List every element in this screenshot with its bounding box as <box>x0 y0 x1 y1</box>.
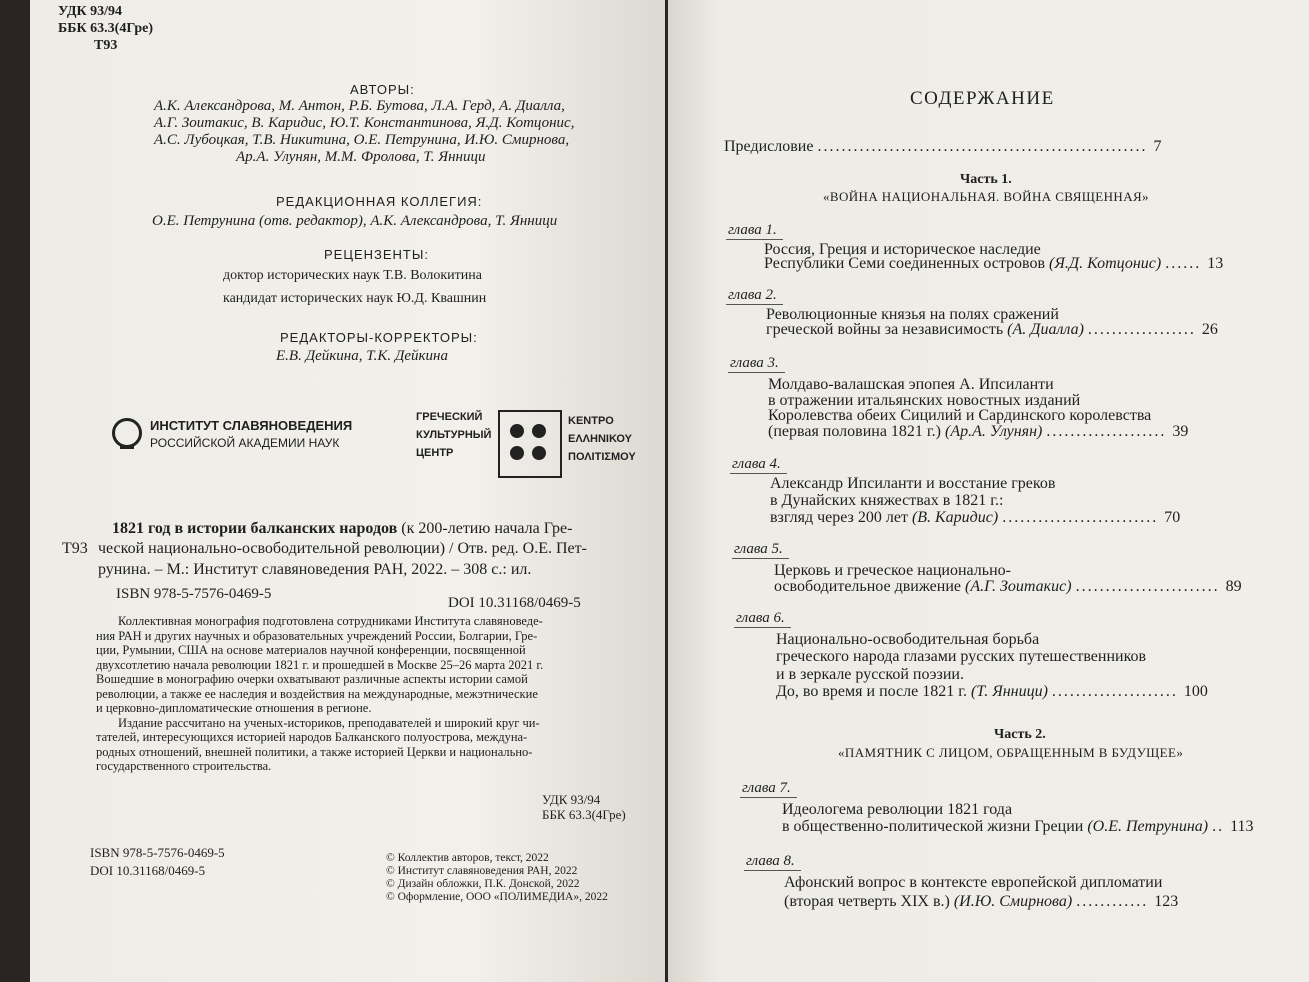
code-side: Т93 <box>62 540 88 557</box>
board-line: О.Е. Петрунина (отв. редактор), А.К. Александрова, Т. Янници <box>152 213 558 229</box>
toc-page-number: 70 <box>1164 509 1181 526</box>
chapter-label: глава 2. <box>726 287 783 305</box>
center-logo-text-right: KENTPO ΕΛΛΗΝΙΚΟΥ ΠΟΛΙΤΙΣΜΟΥ <box>568 415 636 463</box>
chapter-title-line: Республики Семи соединенных островов (Я.Д. Котцонис) ...... 13 <box>764 255 1224 272</box>
institute-logo-icon <box>112 418 142 448</box>
authors-line: А.К. Александрова, М. Антон, Р.Б. Бутова, Л.А. Герд, А. Диалла, <box>154 98 565 114</box>
toc-page-number: 7 <box>1153 138 1162 155</box>
biblio-line3: рунина. – М.: Институт славяноведения РАН, 2022. – 308 с.: ил. <box>98 561 532 578</box>
chapter-author: (Я.Д. Котцонис) <box>1049 255 1162 272</box>
toc-page-number: 100 <box>1183 683 1208 700</box>
board-heading: РЕДАКЦИОННАЯ КОЛЛЕГИЯ: <box>276 194 483 209</box>
left-page <box>30 0 665 982</box>
chapter-title-line: (первая половина 1821 г.) (Ар.А. Улунян) .................... 39 <box>768 423 1189 440</box>
chapter-title-line: в общественно-политической жизни Греции (О.Е. Петрунина) .. 113 <box>782 818 1254 835</box>
institute-name-line1: ИНСТИТУТ СЛАВЯНОВЕДЕНИЯ <box>150 418 353 433</box>
chapter-author: (Т. Янници) <box>970 683 1048 700</box>
part2-title: «ПАМЯТНИК С ЛИЦОМ, ОБРАЩЕННЫМ В БУДУЩЕЕ» <box>838 745 1184 760</box>
chapter-label: глава 7. <box>740 780 797 798</box>
chapter-title-line: Идеологема революции 1821 года <box>782 801 1013 818</box>
chapter-title-line: Церковь и греческое национально- <box>774 562 1011 579</box>
biblio-line1: 1821 год в истории балканских народов (к 200-летию начала Гре- <box>112 520 573 537</box>
chapter-title-line: (вторая четверть XIX в.) (И.Ю. Смирнова) ............ 123 <box>784 893 1179 910</box>
bbk-bottom: ББК 63.3(4Гре) <box>542 807 626 822</box>
chapter-author: (И.Ю. Смирнова) <box>953 893 1073 910</box>
reviewer-1: доктор исторических наук Т.В. Волокитина <box>223 268 482 283</box>
chapter-label: глава 4. <box>730 456 787 474</box>
part2-label: Часть 2. <box>994 727 1046 742</box>
toc-page-number: 123 <box>1154 893 1179 910</box>
chapter-title-line: Афонский вопрос в контексте европейской дипломатии <box>784 874 1163 891</box>
chapter-title-line: Королевства обеих Сицилий и Сардинского королевства <box>768 407 1152 424</box>
authors-line: Ар.А. Улунян, М.М. Фролова, Т. Янници <box>236 149 486 165</box>
part1-title: «ВОЙНА НАЦИОНАЛЬНАЯ. ВОЙНА СВЯЩЕННАЯ» <box>823 189 1149 204</box>
copyright-block: © Коллектив авторов, текст, 2022 © Институт славяноведения РАН, 2022 © Дизайн обложки, П.К. Донской, 2022 © Оформление, ООО «ПОЛИМЕДИА», 2022 <box>386 852 608 903</box>
contents-heading: СОДЕРЖАНИЕ <box>910 88 1055 109</box>
editors-heading: РЕДАКТОРЫ-КОРРЕКТОРЫ: <box>280 330 478 345</box>
chapter-title-line: Национально-освободительная борьба <box>776 631 1040 648</box>
chapter-title-line: Россия, Греция и историческое наследие <box>764 241 1041 258</box>
authors-heading: АВТОРЫ: <box>350 82 415 97</box>
udk-top: УДК 93/94 <box>58 4 123 19</box>
toc-page-number: 89 <box>1225 578 1242 595</box>
book-title: 1821 год в истории балканских народов <box>112 520 398 537</box>
chapter-author: (Ар.А. Улунян) <box>945 423 1043 440</box>
chapter-title-line: в отражении итальянских новостных изданий <box>768 392 1081 409</box>
chapter-title-line: и в зеркале русской поэзии. <box>776 666 964 683</box>
editors-line: Е.В. Дейкина, Т.К. Дейкина <box>276 348 449 364</box>
toc-page-number: 13 <box>1207 255 1224 272</box>
chapter-author: (О.Е. Петрунина) <box>1087 818 1209 835</box>
chapter-title-line: Молдаво-валашская эпопея А. Ипсиланти <box>768 376 1054 393</box>
right-page <box>668 0 1309 982</box>
chapter-title-line: в Дунайских княжествах в 1821 г.: <box>770 492 1004 509</box>
chapter-author: (А.Г. Зоитакис) <box>965 578 1072 595</box>
center-logo-text-left: ГРЕЧЕСКИЙ КУЛЬТУРНЫЙ ЦЕНТР <box>416 411 492 459</box>
toc-page-number: 39 <box>1172 423 1189 440</box>
institute-logo-base <box>120 446 134 455</box>
center-logo-emblem-icon <box>498 410 562 478</box>
part1-label: Часть 1. <box>960 172 1012 187</box>
chapter-title-line: греческого народа глазами русских путешественников <box>776 648 1147 665</box>
doi-main: DOI 10.31168/0469-5 <box>448 595 581 611</box>
toc-page-number: 26 <box>1201 321 1218 338</box>
abstract: Коллективная монография подготовлена сотрудниками Института славяноведе- ния РАН и других научных и образовательных учреждений России, Болгарии, Гре- ции, Румынии, США на основе материалов научной конференции, посвященной двухсотлетию начала революции 1821 г. и прошедшей в Москве 25–26 марта 2021 г. Вошедшие в монографию очерки охватывают различные аспекты истории самой революции, а также ее наследия и воздействия на международные, межэтнические и церковно-дипломатические отношения в регионе. Издание рассчитано на ученых-историков, преподавателей и широкий круг чи- тателей, интересующихся историей народов Балканского полуострова, междуна- родных отношений, внешней политики, а также историей Церкви и национально- государственного строительства. <box>96 614 544 773</box>
biblio-line2: ческой национально-освободительной революции) / Отв. ред. О.Е. Пет- <box>98 540 587 557</box>
chapter-title-line: До, во время и после 1821 г. (Т. Янници) ..................... 100 <box>776 683 1208 700</box>
chapter-label: глава 3. <box>728 355 785 373</box>
chapter-title-line: греческой войны за независимость (А. Диалла) .................. 26 <box>766 321 1218 338</box>
chapter-author: (А. Диалла) <box>1007 321 1084 338</box>
authors-list <box>154 98 574 166</box>
authors-line: А.С. Лубоцкая, Т.В. Никитина, О.Е. Петрунина, И.Ю. Смирнова, <box>154 132 570 148</box>
bbk-top: ББК 63.3(4Гре) <box>58 21 154 36</box>
udk-bottom: УДК 93/94 <box>542 792 601 807</box>
reviewer-2: кандидат исторических наук Ю.Д. Квашнин <box>223 291 487 306</box>
isbn-main: ISBN 978-5-7576-0469-5 <box>116 586 272 602</box>
toc-page-number: 113 <box>1230 818 1254 835</box>
code-top: Т93 <box>94 38 118 53</box>
chapter-label: глава 1. <box>726 222 783 240</box>
reviewers-heading: РЕЦЕНЗЕНТЫ: <box>324 247 429 262</box>
chapter-title-line: Революционные князья на полях сражений <box>766 306 1059 323</box>
chapter-title-line: освободительное движение (А.Г. Зоитакис) ........................ 89 <box>774 578 1242 595</box>
toc-preface: Предисловие ....................................................... 7 <box>724 138 1162 155</box>
isbn-bottom: ISBN 978-5-7576-0469-5 <box>90 845 225 860</box>
chapter-title-line: взгляд через 200 лет (В. Каридис) .......................... 70 <box>770 509 1181 526</box>
doi-bottom: DOI 10.31168/0469-5 <box>90 863 206 878</box>
chapter-title-line: Александр Ипсиланти и восстание греков <box>770 475 1056 492</box>
authors-line: А.Г. Зоитакис, В. Каридис, Ю.Т. Константинова, Я.Д. Котцонис, <box>154 115 575 131</box>
chapter-label: глава 6. <box>734 610 791 628</box>
chapter-author: (В. Каридис) <box>911 509 999 526</box>
chapter-label: глава 5. <box>732 541 789 559</box>
chapter-label: глава 8. <box>744 853 801 871</box>
institute-name-line2: РОССИЙСКОЙ АКАДЕМИИ НАУК <box>150 436 340 450</box>
